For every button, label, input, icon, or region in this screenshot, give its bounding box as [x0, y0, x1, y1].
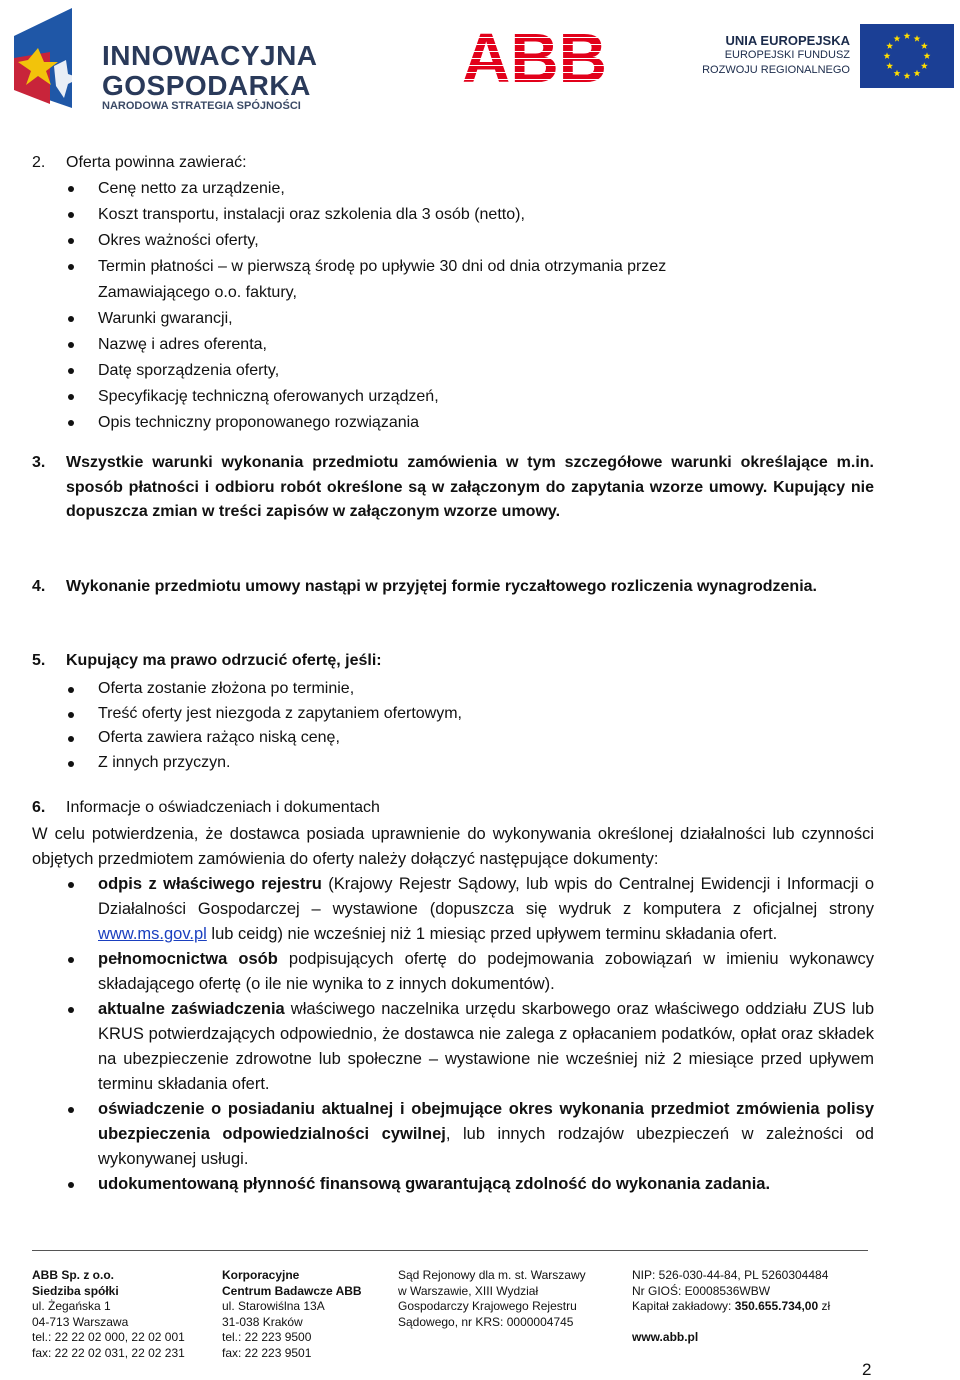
ue-line1: UNIA EUROPEJSKA — [725, 33, 850, 48]
section-text: Wszystkie warunki wykonania przedmiotu zamówienia w tym szczegółowe warunki określające m.in. sposób płatności i odbioru robót określone są w załączonym do zapytania wzorze umowy. Kupujący nie dopuszcza zmian w treści zapisów w załączonym wzorze umowy. — [66, 454, 874, 520]
list-item: Termin płatności – w pierwszą środę po upływie 30 dni od dnia otrzymania przez Zamawiającego o.o. faktury, — [32, 254, 874, 306]
section-number: 3. — [32, 454, 46, 471]
ue-text — [690, 33, 850, 78]
list-item: Cenę netto za urządzenie, — [32, 176, 874, 202]
list-item: Oferta zawiera rażąco niską cenę, — [32, 726, 874, 751]
footer-col-tax: NIP: 526-030-44-84, PL 5260304484 Nr GIOŚ: E0008536WBW Kapitał zakładowy: 350.655.734,00 zł www.abb.pl — [632, 1268, 872, 1346]
list-item: pełnomocnictwa osób podpisujących ofertę do podejmowania zobowiązań w imieniu wykonawcy składającego ofertę (o ile nie wynika to z innych dokumentów). — [32, 947, 874, 997]
page-number: 2 — [862, 1360, 872, 1379]
section-text: Wykonanie przedmiotu umowy nastąpi w przyjętej formie ryczałtowego rozliczenia wynagrodzenia. — [66, 578, 817, 595]
ig-line2: GOSPODARKA — [102, 70, 311, 101]
section-number: 5. — [32, 652, 46, 669]
ms-gov-link[interactable]: www.ms.gov.pl — [98, 925, 207, 943]
abb-logo-text: ABB — [462, 24, 607, 86]
list-item: Z innych przyczyn. — [32, 751, 874, 776]
section-number: 4. — [32, 578, 46, 595]
website[interactable]: www.abb.pl — [632, 1330, 699, 1344]
list-item: udokumentowaną płynność finansową gwarantującą zdolność do wykonania zadania. — [32, 1172, 874, 1197]
section-6-intro: W celu potwierdzenia, że dostawca posiada uprawnienie do wykonywania określonej działalności lub czynności objętych przedmiotem zamówienia do oferty należy dołączyć następujące dokumenty: — [32, 825, 874, 868]
section-title: Informacje o oświadczeniach i dokumentach — [66, 799, 380, 816]
list-item: Specyfikację techniczną oferowanych urządzeń, — [32, 384, 874, 410]
list-item: Treść oferty jest niezgoda z zapytaniem ofertowym, — [32, 702, 874, 727]
footer-divider — [32, 1250, 868, 1251]
list-item: Okres ważności oferty, — [32, 228, 874, 254]
ig-line3: NARODOWA STRATEGIA SPÓJNOŚCI — [102, 100, 301, 112]
offer-contents-list — [32, 176, 874, 436]
list-item: Oferta zostanie złożona po terminie, — [32, 677, 874, 702]
section-title: Oferta powinna zawierać: — [66, 154, 247, 171]
page-header — [0, 0, 960, 120]
innowacyjna-gospodarka-logo — [10, 8, 340, 114]
abb-logo — [462, 24, 607, 86]
ig-line1: INNOWACYJNA — [102, 40, 318, 71]
section-number: 6. — [32, 799, 46, 816]
rejection-reasons-list — [32, 677, 874, 775]
ue-line2: EUROPEJSKI FUNDUSZ — [724, 49, 850, 61]
footer-col-court: Sąd Rejonowy dla m. st. Warszawy w Warszawie, XIII Wydział Gospodarczy Krajowego Rejestru Sądowego, nr KRS: 0000004745 — [398, 1268, 586, 1329]
ig-emblem-icon — [10, 8, 96, 114]
ue-line3: ROZWOJU REGIONALNEGO — [702, 64, 850, 76]
section-number: 2. — [32, 154, 46, 171]
list-item: Nazwę i adres oferenta, — [32, 332, 874, 358]
required-documents-list — [32, 872, 874, 1197]
footer-col-research: Korporacyjne Centrum Badawcze ABB ul. Starowiślna 13A 31-038 Kraków tel.: 22 223 9500 fax: 22 223 9501 — [222, 1268, 362, 1360]
eu-flag-icon — [860, 24, 954, 88]
list-item: Warunki gwarancji, — [32, 306, 874, 332]
list-item: Datę sporządzenia oferty, — [32, 358, 874, 384]
section-title: Kupujący ma prawo odrzucić ofertę, jeśli: — [66, 652, 382, 669]
list-item: Koszt transportu, instalacji oraz szkolenia dla 3 osób (netto), — [32, 202, 874, 228]
list-item: odpis z właściwego rejestru (Krajowy Rejestr Sądowy, lub wpis do Centralnej Ewidencji i Informacji o Działalności Gospodarczej – wystawione (dopuszcza się wydruk z komputera z oficjalnej strony www.ms.gov.pl lub ceidg) nie wcześniej niż 1 miesiąc przed upływem terminu składania ofert. — [32, 872, 874, 947]
footer-col-company: ABB Sp. z o.o. Siedziba spółki ul. Żegańska 1 04-713 Warszawa tel.: 22 22 02 000, 22 02 001 fax: 22 22 02 031, 22 02 231 — [32, 1268, 185, 1360]
list-item: oświadczenie o posiadaniu aktualnej i obejmujące okres wykonania przedmiot zmówienia polisy ubezpieczenia odpowiedzialności cywilnej, lub innych rodzajów ubezpieczeń w zależności od wykonywanej usługi. — [32, 1097, 874, 1172]
list-item: aktualne zaświadczenia właściwego naczelnika urzędu skarbowego oraz właściwego oddziału ZUS lub KRUS potwierdzających odpowiednio, że dostawca nie zalega z opłacaniem podatków, opłat oraz składek na ubezpieczenie zdrowotne lub społeczne – wystawione nie wcześniej niż 2 miesiące przed upływem terminu składania ofert. — [32, 997, 874, 1097]
list-item: Opis techniczny proponowanego rozwiązania — [32, 410, 874, 436]
